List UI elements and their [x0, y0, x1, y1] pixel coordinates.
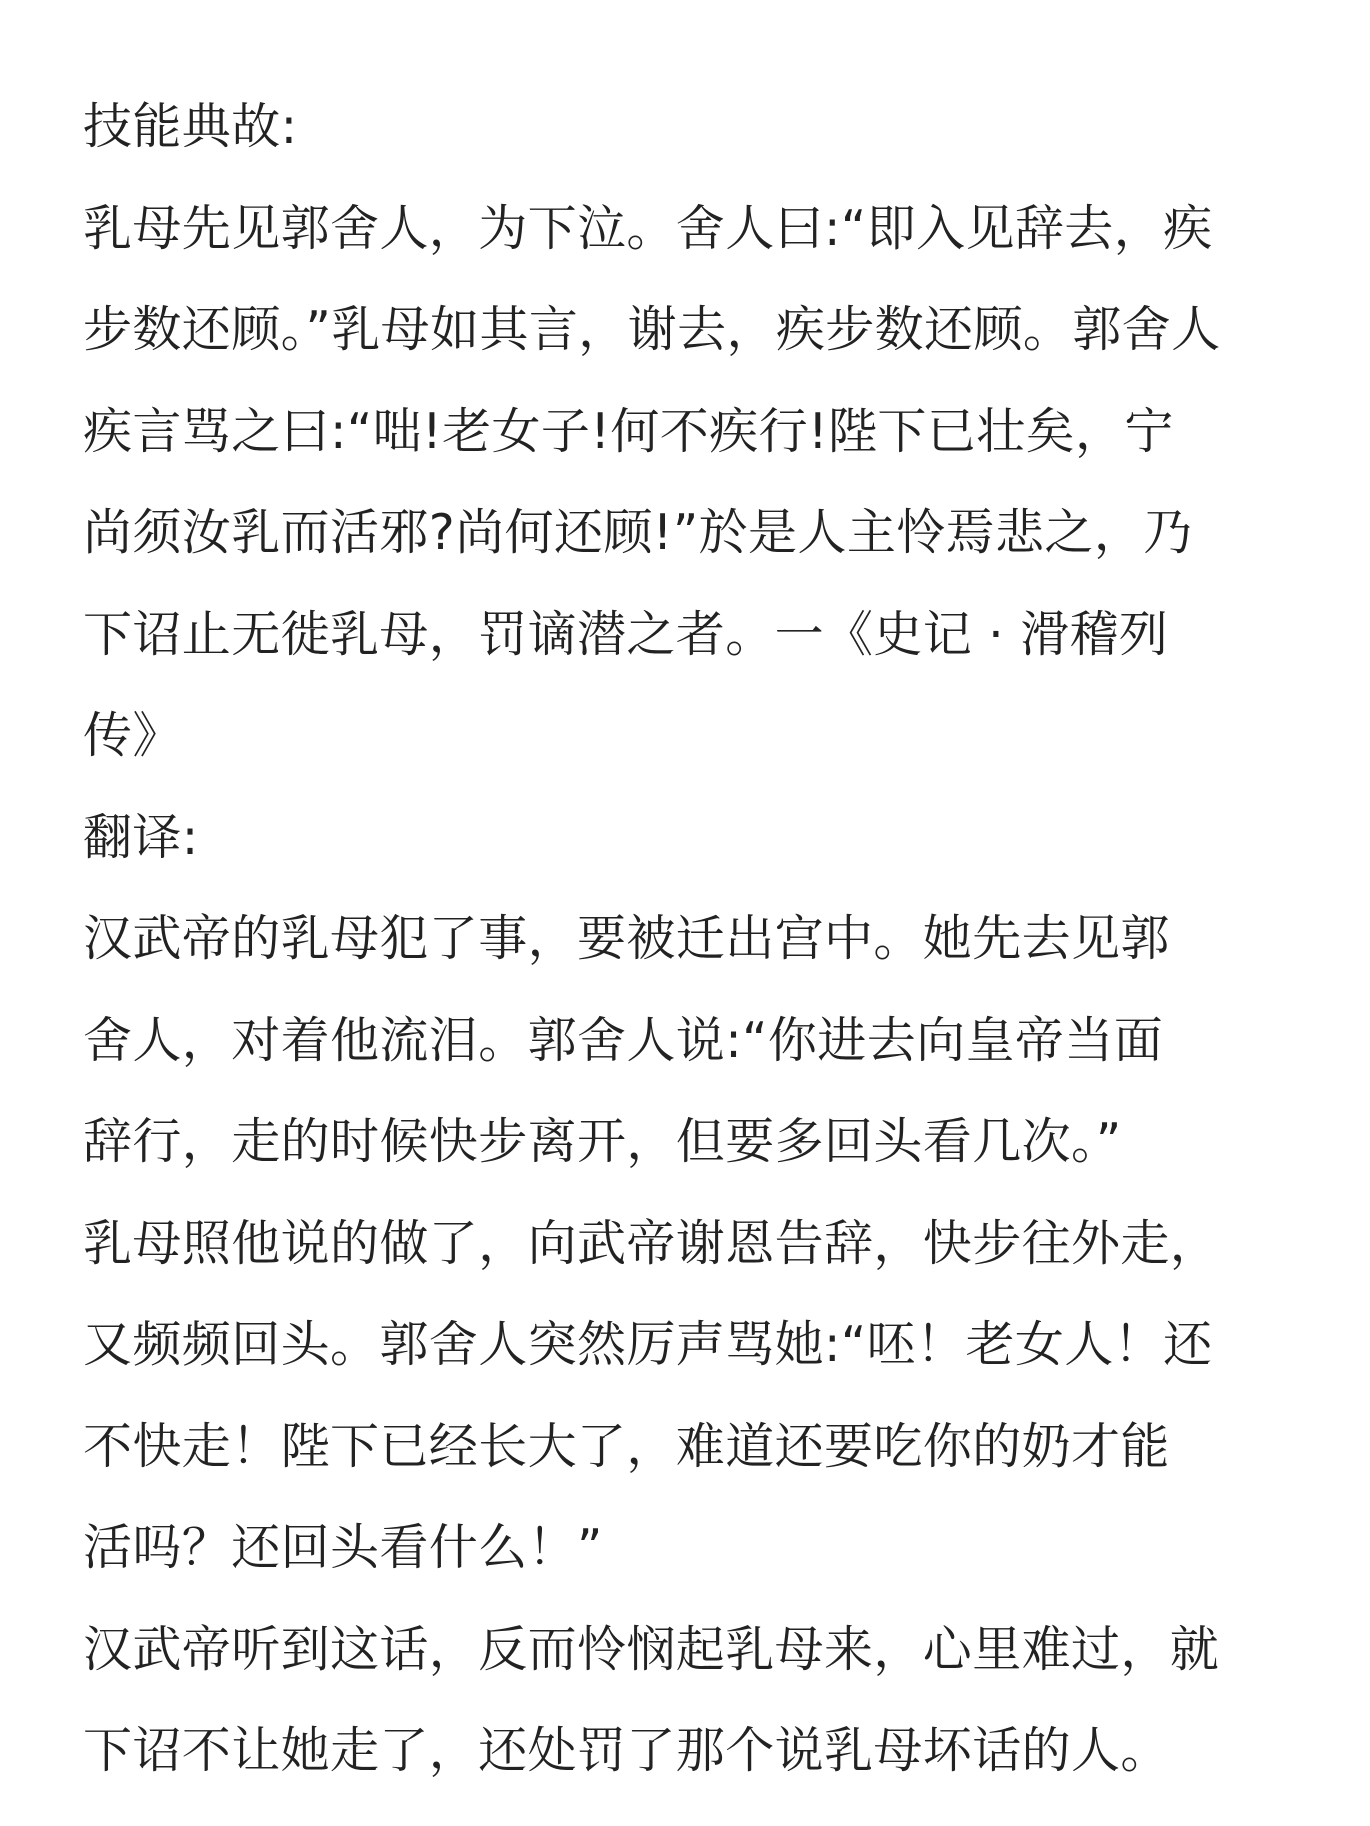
classical-text-line: 步数还顾。”乳母如其言，谢去，疾步数还顾。郭舍人 — [83, 301, 1221, 358]
translation-text-line: 活吗？还回头看什么！” — [83, 1519, 603, 1576]
translation-text-line: 不快走！陛下已经长大了，难道还要吃你的奶才能 — [83, 1417, 1170, 1475]
translation-text-line: 辞行，走的时候快步离开，但要多回头看几次。” — [83, 1113, 1122, 1170]
classical-text-line: 疾言骂之曰:“咄!老女子!何不疾行!陛下已壮矣，宁 — [83, 402, 1174, 460]
translation-text-line: 乳母照他说的做了，向武帝谢恩告辞，快步往外走， — [83, 1214, 1220, 1272]
translation-text-line: 又频频回头。郭舍人突然厉声骂她:“呸！老女人！还 — [83, 1316, 1213, 1373]
translation-text-line: 汉武帝听到这话，反而怜悯起乳母来，心里难过，就 — [83, 1620, 1220, 1678]
classical-text-line: 尚须汝乳而活邪?尚何还顾!”於是人主怜焉悲之，乃 — [83, 504, 1193, 561]
translation-text-line: 汉武帝的乳母犯了事，要被迁出宫中。她先去见郭 — [83, 910, 1170, 967]
section-heading-allusion: 技能典故: — [83, 98, 298, 155]
classical-text-line: 乳母先见郭舍人，为下泣。舍人曰:“即入见辞去，疾 — [83, 199, 1213, 257]
classical-text-line: 下诏止无徙乳母，罚谪潜之者。一《史记 · 滑稽列 — [83, 605, 1169, 663]
classical-text-line: 传》 — [83, 707, 182, 764]
translation-text-line: 下诏不让她走了，还处罚了那个说乳母坏话的人。 — [83, 1722, 1170, 1779]
section-heading-translation: 翻译: — [83, 808, 199, 866]
translation-text-line: 舍人，对着他流泪。郭舍人说:“你进去向皇帝当面 — [83, 1011, 1164, 1069]
